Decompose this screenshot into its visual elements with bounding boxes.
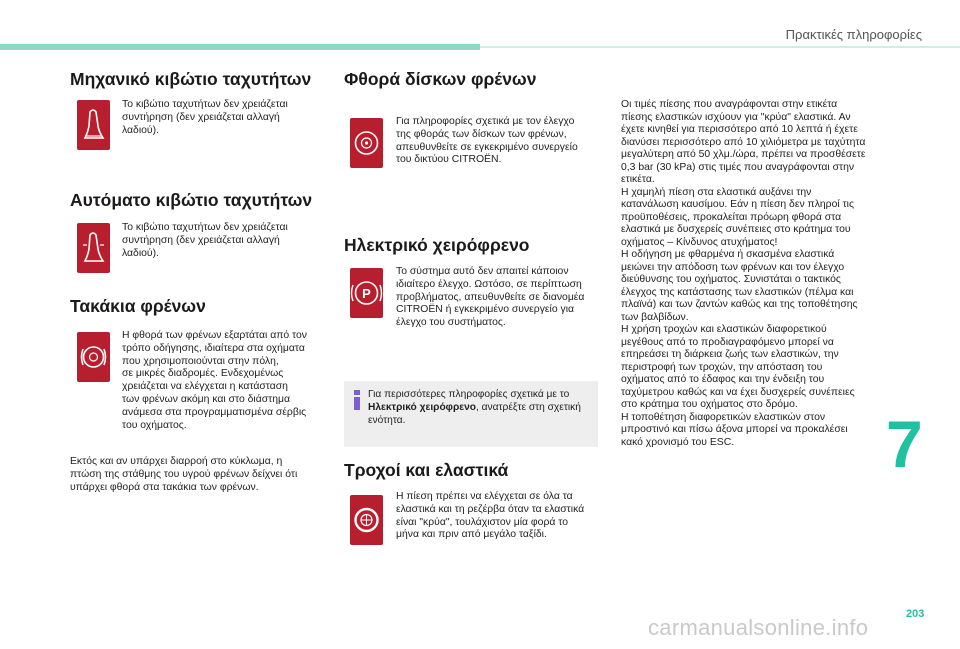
heading-manual-gearbox: Μηχανικό κιβώτιο ταχυτήτων — [70, 69, 312, 89]
page-number: 203 — [906, 608, 925, 620]
automatic-gearbox-text: Το κιβώτιο ταχυτήτων δεν χρειάζεται συντήρηση (δεν χρειάζεται αλλαγή λαδιού). — [122, 222, 288, 259]
automatic-gearbox-icon — [77, 223, 110, 273]
tyre-pressure-line: μεγέθους από το προδιαγραφόμενο μπορεί να — [621, 336, 834, 348]
heading-electric-parking-brake: Ηλεκτρικό χειρόφρενο — [344, 235, 530, 255]
tyre-pressure-line: οχήματος – Κίνδυνος ατυχήματος! — [621, 236, 778, 248]
tyre-pressure-line: μειώνει την απόδοση των φρένων και τον έλεγχο — [621, 261, 845, 273]
tyre-pressure-line: Οι τιμές πίεσης που αναγράφονται στην ετικέτα — [621, 99, 838, 110]
chapter-number: 7 — [886, 407, 923, 481]
tyre-pressure-line: κακό χρονισμό του ESC. — [621, 436, 735, 448]
tyre-pressure-line: Η τοποθέτηση διαφορετικών ελαστικών στον — [621, 411, 826, 423]
info-note — [344, 381, 598, 447]
tyre-pressure-line: Η χρήση τροχών και ελαστικών διαφορετικού — [621, 324, 827, 335]
watermark: carmanualsonline.info — [648, 615, 869, 640]
brake-pads-text: Η φθορά των φρένων εξαρτάται από τον τρόπο οδήγησης, ιδιαίτερα στα οχήματα που χρησιμοποιούνται στην πόλη, σε μικρές διαδρομές. Ενδεχομένως χρειάζεται να ελέγχεται η κατάσταση των φρένων ακόμη και στο διάστημα ανάμεσα στα προγραμματισμένα σέρβις του οχήματος. — [122, 330, 307, 431]
tyre-pressure-line: πλαϊνά) και των ζαντών καθώς και της τοποθέτησης — [621, 299, 858, 310]
manual-gearbox-text: Το κιβώτιο ταχυτήτων δεν χρειάζεται συντήρηση (δεν χρειάζεται αλλαγή λαδιού). — [122, 99, 288, 136]
tyre-pressure-line: ταχύμετρου καθώς και να έχει δυσχερείς συνέπειες — [621, 386, 855, 398]
parking-brake-icon — [350, 268, 383, 318]
heading-wheels-tyres: Τροχοί και ελαστικά — [344, 460, 509, 480]
tyre-pressure-line: μεγαλύτερη από 50 χλμ./ώρα, πρέπει να προσθέσετε — [621, 149, 866, 160]
tyre-pressure-line: έλεγχος της κατάστασης των ελαστικών (πέλμα και — [621, 286, 854, 298]
tyre-pressure-line: πίεσης ελαστικών ισχύουν για "κρύα" ελαστικά. Αν — [621, 111, 851, 123]
tyre-pressure-line: περιστροφή των τροχών, την απόσταση του — [621, 361, 823, 373]
brake-fluid-text: Εκτός και αν υπάρχει διαρροή στο κύκλωμα, η πτώση της στάθμης του υγρού φρένων δείχνει ότι υπάρχει φθορά στα τακάκια των φρένων. — [70, 456, 298, 493]
tyre-icon — [350, 495, 383, 545]
info-note-bold: Ηλεκτρικό χειρόφρενο — [368, 401, 476, 413]
top-accent-line — [480, 46, 960, 48]
svg-text:P: P — [362, 286, 371, 301]
info-note-text: Για περισσότερες πληροφορίες σχετικά με το Ηλεκτρικό χειρόφρενο, ανατρέξτε στη σχετική ενότητα. — [368, 389, 581, 426]
tyre-pressure-line: Η χαμηλή πίεση στα ελαστικά αυξάνει την — [621, 186, 812, 198]
brake-pads-icon — [77, 332, 110, 382]
tyre-pressure-line: ετικέτα. — [621, 174, 655, 185]
tyre-pressure-line: διανύσει περισσότερο από 10 χιλιόμετρα με ταχύτητα — [621, 136, 866, 148]
tyre-pressure-line: στο κράτημα του οχήματος στο δρόμο. — [621, 399, 798, 410]
brake-discs-text: Για πληροφορίες σχετικά με τον έλεγχο της φθοράς των δίσκων των φρένων, απευθυνθείτε σε εγκεκριμένο συνεργείο του δικτύου CITROËN. — [396, 116, 578, 166]
tyre-pressure-line: διεύθυνσης του οχήματος. Συνιστάται ο τακτικός — [621, 274, 841, 285]
heading-brake-discs: Φθορά δίσκων φρένων — [344, 69, 537, 89]
manual-gearbox-icon — [77, 100, 110, 150]
tyre-pressure-line: μπροστινό και πίσω άξονα μπορεί να προκαλέσει — [621, 424, 848, 435]
tyre-pressure-line: κατανάλωση καυσίμου. Εάν η πίεση δεν πληροί τις — [621, 199, 854, 210]
info-icon — [352, 390, 364, 410]
tyre-pressure-line: οχήματος από το έδαφος και την ένδειξη του — [621, 374, 825, 385]
tyre-pressure-text — [621, 99, 866, 449]
tyre-pressure-line: επηρεάσει τη διάρκεια ζωής των ελαστικών, την — [621, 349, 839, 360]
heading-automatic-gearbox: Αυτόματο κιβώτιο ταχυτήτων — [70, 190, 313, 210]
section-header: Πρακτικές πληροφορίες — [785, 27, 922, 42]
tyre-pressure-line: των βαλβίδων. — [621, 311, 689, 323]
tyres-text: Η πίεση πρέπει να ελέγχεται σε όλα τα ελαστικά και τη ρεζέρβα όταν τα ελαστικά είναι "κρύα", τουλάχιστον μία φορά το μήνα και πριν από μεγάλο ταξίδι. — [396, 491, 585, 541]
tyre-pressure-line: Η οδήγηση με φθαρμένα ή σκασμένα ελαστικά — [621, 249, 835, 260]
brake-discs-icon — [350, 118, 383, 168]
tyre-pressure-line: προϋποθέσεις, προκαλείται πρόωρη φθορά στα — [621, 211, 842, 223]
heading-brake-pads: Τακάκια φρένων — [70, 296, 206, 316]
parking-brake-text: Το σύστημα αυτό δεν απαιτεί κάποιον ιδιαίτερο έλεγχο. Ωστόσο, σε περίπτωση προβλήματος, απευθυνθείτε σε διανομέα CITROËN ή εγκεκριμένο συνεργείο για έλεγχο του συστήματος. — [396, 266, 585, 329]
tyre-pressure-line: έχετε κινηθεί για περισσότερο από 10 λεπτά ή έχετε — [621, 124, 858, 135]
tyre-pressure-line: ελαστικά με δυσχερείς συνέπειες στο κράτημα του — [621, 224, 851, 235]
tyre-pressure-line: 0,3 bar (30 kPa) στις τιμές που αναγράφονται στην — [621, 161, 855, 173]
top-accent-bar — [0, 44, 480, 50]
